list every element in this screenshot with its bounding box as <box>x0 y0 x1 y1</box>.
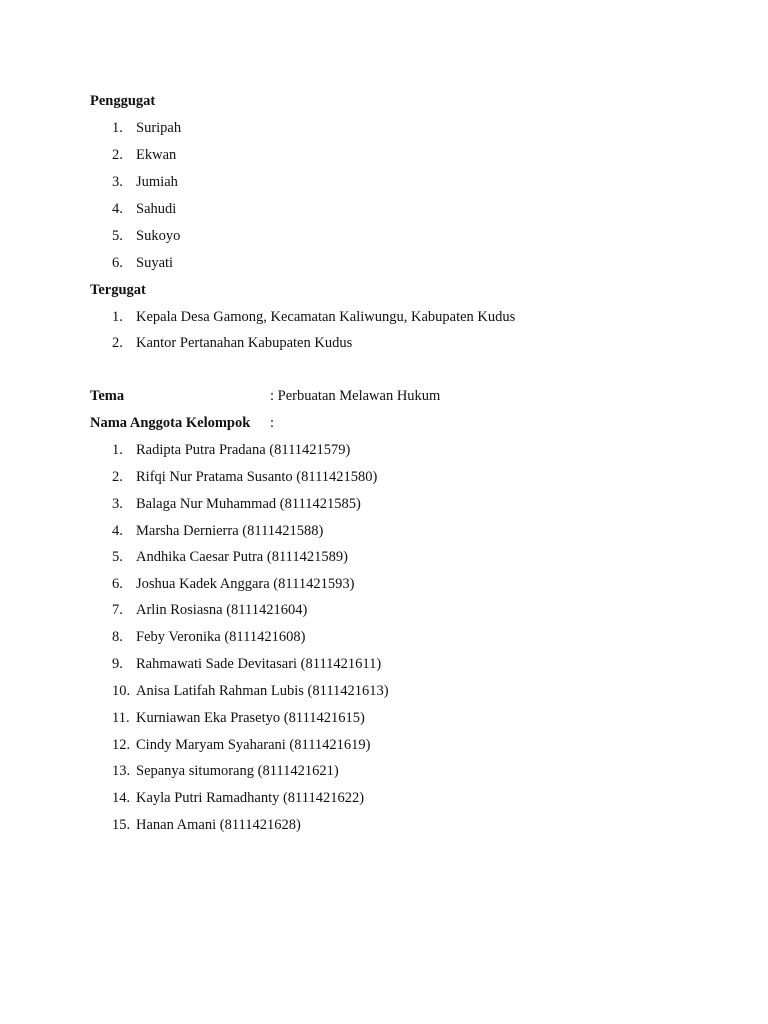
member-name: Kurniawan Eka Prasetyo (8111421615) <box>136 710 365 726</box>
plaintiffs-heading: Penggugat <box>90 93 156 109</box>
list-number: 2. <box>112 335 123 351</box>
theme-label: Tema <box>90 388 125 404</box>
member-name: Sepanya situmorang (8111421621) <box>136 763 339 779</box>
plaintiff-name: Suripah <box>136 120 182 136</box>
member-item <box>112 736 371 754</box>
member-name: Andhika Caesar Putra (8111421589) <box>136 549 348 565</box>
member-item <box>112 709 365 727</box>
defendant-item <box>112 308 515 326</box>
member-name: Kayla Putri Ramadhanty (8111421622) <box>136 790 365 806</box>
list-number: 2. <box>112 469 123 485</box>
member-item <box>112 495 361 513</box>
member-item <box>112 655 381 673</box>
list-number: 10. <box>112 683 131 699</box>
plaintiff-item <box>112 119 181 137</box>
list-number: 3. <box>112 496 123 512</box>
member-name: Cindy Maryam Syaharani (8111421619) <box>136 737 371 753</box>
list-number: 1. <box>112 309 123 325</box>
list-number: 8. <box>112 629 123 645</box>
plaintiff-name: Sukoyo <box>136 228 181 244</box>
plaintiff-item <box>112 146 176 164</box>
plaintiff-name: Sahudi <box>136 201 177 217</box>
defendant-item <box>112 334 352 352</box>
members-label: Nama Anggota Kelompok <box>90 415 251 431</box>
list-number: 11. <box>112 710 130 726</box>
member-item <box>112 682 389 700</box>
member-item <box>112 522 323 540</box>
list-number: 5. <box>112 228 123 244</box>
list-number: 2. <box>112 147 123 163</box>
member-item <box>112 575 354 593</box>
list-number: 13. <box>112 763 131 779</box>
list-number: 1. <box>112 120 123 136</box>
list-number: 1. <box>112 442 123 458</box>
member-name: Joshua Kadek Anggara (8111421593) <box>136 576 355 592</box>
member-item <box>112 816 301 834</box>
plaintiff-name: Suyati <box>136 255 174 271</box>
list-number: 12. <box>112 737 131 753</box>
plaintiff-item <box>112 200 176 218</box>
plaintiff-item <box>112 173 178 191</box>
defendant-name: Kepala Desa Gamong, Kecamatan Kaliwungu, Kabupaten Kudus <box>136 309 516 325</box>
member-item <box>112 441 350 459</box>
list-number: 6. <box>112 255 123 271</box>
defendants-heading: Tergugat <box>90 282 146 298</box>
member-name: Radipta Putra Pradana (8111421579) <box>136 442 351 458</box>
member-name: Balaga Nur Muhammad (8111421585) <box>136 496 361 512</box>
member-name: Hanan Amani (8111421628) <box>136 817 301 833</box>
member-item <box>112 548 348 566</box>
plaintiff-name: Ekwan <box>136 147 177 163</box>
member-name: Marsha Dernierra (8111421588) <box>136 523 324 539</box>
member-name: Anisa Latifah Rahman Lubis (8111421613) <box>136 683 389 699</box>
member-item <box>112 789 364 807</box>
list-number: 9. <box>112 656 123 672</box>
members-colon: : <box>270 415 275 431</box>
list-number: 5. <box>112 549 123 565</box>
member-item <box>112 628 305 646</box>
member-name: Arlin Rosiasna (8111421604) <box>136 602 308 618</box>
theme-value: : Perbuatan Melawan Hukum <box>270 388 441 404</box>
member-item <box>112 468 377 486</box>
plaintiff-item <box>112 227 180 245</box>
plaintiff-item <box>112 254 173 272</box>
member-item <box>112 762 339 780</box>
member-item <box>112 601 307 619</box>
member-name: Rahmawati Sade Devitasari (8111421611) <box>136 656 382 672</box>
list-number: 15. <box>112 817 131 833</box>
list-number: 3. <box>112 174 123 190</box>
list-number: 14. <box>112 790 131 806</box>
member-name: Rifqi Nur Pratama Susanto (8111421580) <box>136 469 378 485</box>
list-number: 6. <box>112 576 123 592</box>
member-name: Feby Veronika (8111421608) <box>136 629 306 645</box>
list-number: 4. <box>112 201 123 217</box>
plaintiff-name: Jumiah <box>136 174 178 190</box>
defendant-name: Kantor Pertanahan Kabupaten Kudus <box>136 335 353 351</box>
list-number: 7. <box>112 602 123 618</box>
list-number: 4. <box>112 523 123 539</box>
